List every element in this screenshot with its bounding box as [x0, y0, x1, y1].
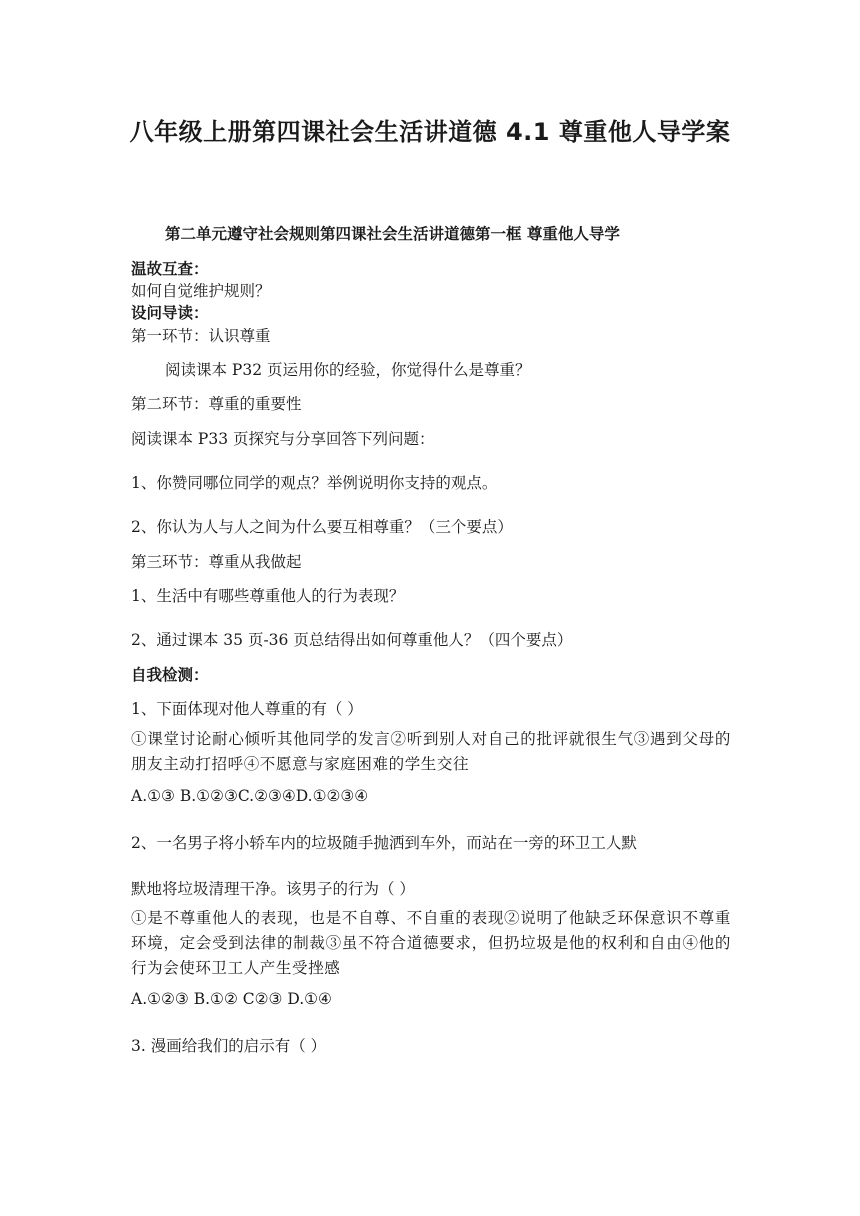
question-3-stem: 3. 漫画给我们的启示有（ ）	[131, 1037, 327, 1055]
section2-question-1: 1、你赞同哪位同学的观点？举例说明你支持的观点。	[131, 474, 498, 492]
section2-question-2: 2、你认为人与人之间为什么要互相尊重？（三个要点）	[131, 518, 513, 536]
review-heading: 温故互查：	[131, 260, 209, 278]
section1-question: 阅读课本 P32 页运用你的经验，你觉得什么是尊重？	[165, 361, 531, 379]
document-title: 八年级上册第四课社会生活讲道德 4.1 尊重他人导学案	[129, 118, 731, 146]
question-1-stem: 1、下面体现对他人尊重的有（ ）	[131, 700, 363, 718]
review-question: 如何自觉维护规则？	[131, 282, 271, 300]
document-subtitle: 第二单元遵守社会规则第四课社会生活讲道德第一框 尊重他人导学	[165, 225, 620, 243]
guide-heading: 设问导读：	[131, 304, 209, 322]
section2-intro: 阅读课本 P33 页探究与分享回答下列问题：	[131, 430, 435, 448]
section2-heading: 第二环节：尊重的重要性	[131, 395, 302, 413]
section3-heading: 第三环节：尊重从我做起	[131, 553, 302, 571]
section3-question-2: 2、通过课本 35 页-36 页总结得出如何尊重他人？（四个要点）	[131, 631, 573, 649]
question-2-statements: ①是不尊重他人的表现，也是不自尊、不自重的表现②说明了他缺乏环保意识不尊重环境，定会受到法律的制裁③虽不符合道德要求，但扔垃圾是他的权利和自由④他的行为会使环卫工人产生受挫感	[131, 909, 731, 977]
question-1-options: A.①③ B.①②③C.②③④D.①②③④	[131, 787, 369, 805]
question-2-stem-line-1: 2、一名男子将小轿车内的垃圾随手抛洒到车外，而站在一旁的环卫工人默	[131, 834, 637, 852]
section1-heading: 第一环节：认识尊重	[131, 327, 271, 345]
question-2-options: A.①②③ B.①② C②③ D.①④	[131, 990, 332, 1008]
question-1-statements: ①课堂讨论耐心倾听其他同学的发言②听到别人对自己的批评就很生气③遇到父母的朋友主动打招呼④不愿意与家庭困难的学生交往	[131, 730, 731, 773]
selftest-heading: 自我检测：	[131, 666, 209, 684]
section3-question-1: 1、生活中有哪些尊重他人的行为表现？	[131, 587, 405, 605]
question-2-stem-line-2: 默地将垃圾清理干净。该男子的行为（ ）	[131, 880, 415, 898]
